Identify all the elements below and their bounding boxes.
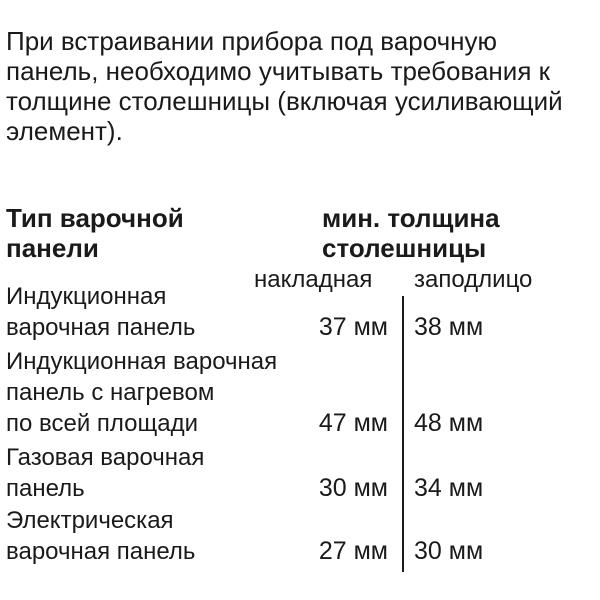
- overlay-thickness-value: 47 мм: [318, 409, 388, 437]
- column-header-hob-type: Тип варочной панели: [6, 203, 184, 263]
- hob-type-name: Электрическая варочная панель: [6, 507, 196, 565]
- subheader-flush: заподлицо: [414, 266, 533, 293]
- overlay-thickness-value: 27 мм: [318, 537, 388, 565]
- flush-thickness-value: 30 мм: [414, 537, 484, 565]
- subheader-overlay: накладная: [254, 266, 373, 293]
- overlay-thickness-value: 30 мм: [318, 474, 388, 502]
- hob-type-name: Газовая варочная панель: [6, 444, 205, 502]
- flush-thickness-value: 48 мм: [414, 409, 484, 437]
- flush-thickness-value: 38 мм: [414, 313, 484, 341]
- hob-type-name: Индукционная варочная панель с нагревом по всей площади: [6, 348, 278, 437]
- column-header-min-thickness: мин. толщина столешницы: [322, 203, 500, 263]
- flush-thickness-value: 34 мм: [414, 474, 484, 502]
- intro-paragraph: При встраивании прибора под варочную панель, необходимо учитывать требования к толщине столешницы (включая усиливающий элемент).: [6, 26, 563, 146]
- hob-type-name: Индукционная варочная панель: [6, 283, 196, 341]
- column-divider: [402, 296, 404, 572]
- overlay-thickness-value: 37 мм: [318, 313, 388, 341]
